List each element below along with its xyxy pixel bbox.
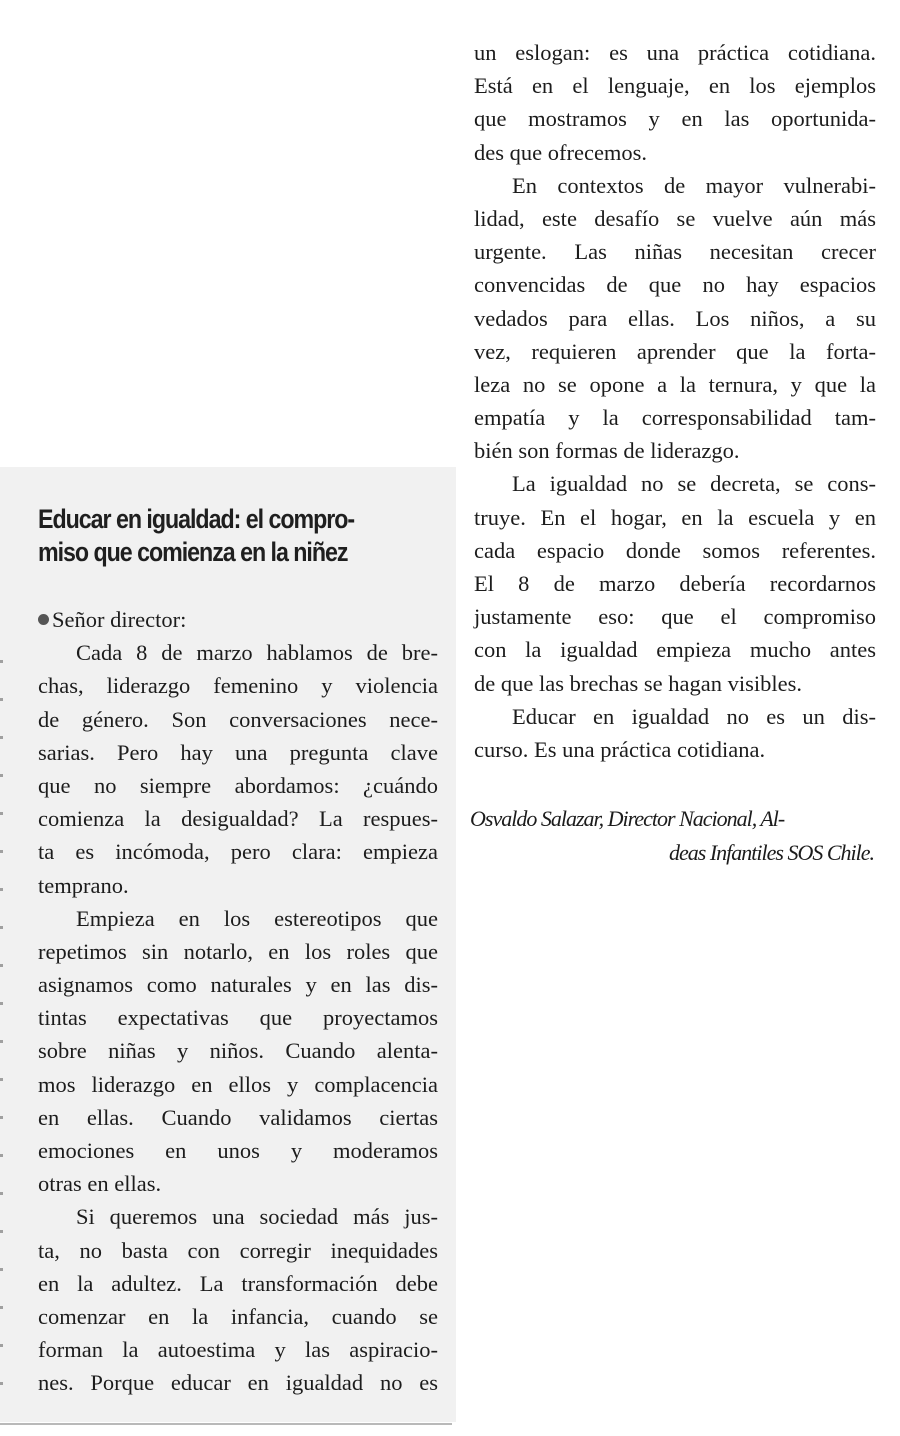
scan-edge-mark (0, 1040, 3, 1043)
text-line: sobre niñas y niños. Cuando alenta- (38, 1038, 438, 1064)
text-line: leza no se opone a la ternura, y que la (474, 371, 876, 397)
text-line: que no siempre abordamos: ¿cuándo (38, 772, 438, 798)
scan-edge-mark (0, 1344, 3, 1347)
signature-line: Osvaldo Salazar, Director Nacional, Al- (470, 806, 785, 831)
text-line: otras en ellas. (38, 1171, 162, 1197)
scan-edge-mark (0, 698, 3, 701)
scan-edge-mark (0, 736, 3, 739)
title-line: miso que comienza en la niñez (38, 537, 348, 567)
text-line: des que ofrecemos. (474, 139, 648, 165)
title-line: Educar en igualdad: el compro- (38, 504, 355, 534)
signature (470, 802, 874, 870)
text-line: Si queremos una sociedad más jus- (76, 1204, 438, 1230)
text-line: de que las brechas se hagan visibles. (474, 670, 803, 696)
text-line: ta es incómoda, pero clara: empieza (38, 839, 438, 865)
text-line: Cada 8 de marzo hablamos de bre- (76, 640, 438, 666)
text-line: urgente. Las niñas necesitan crecer (474, 239, 876, 265)
scan-edge-mark (0, 1268, 3, 1271)
text-line: empatía y la corresponsabilidad tam- (474, 405, 876, 431)
text-line: con la igualdad empieza mucho antes (474, 637, 876, 663)
text-line: forman la autoestima y las aspiracio- (38, 1337, 438, 1363)
text-line: mos liderazgo en ellos y complacencia (38, 1071, 438, 1097)
text-line: Empieza en los estereotipos que (76, 905, 438, 931)
text-line: La igualdad no se decreta, se cons- (512, 471, 876, 497)
text-line: curso. Es una práctica cotidiana. (474, 736, 766, 762)
text-line: ta, no basta con corregir inequidades (38, 1237, 438, 1263)
signature-line: deas Infantiles SOS Chile. (669, 840, 874, 865)
text-line: que mostramos y en las oportunida- (474, 106, 876, 132)
text-line: un eslogan: es una práctica cotidiana. (474, 40, 876, 65)
bottom-rule (0, 1423, 452, 1425)
scan-edge-mark (0, 774, 3, 777)
text-line: emociones en unos y moderamos (38, 1138, 438, 1163)
text-line: nes. Porque educar en igualdad no es (38, 1370, 438, 1396)
text-line: de género. Son conversaciones nece- (38, 706, 438, 732)
text-line: truye. En el hogar, en la escuela y en (474, 504, 876, 530)
text-line: en la adultez. La transformación debe (38, 1270, 438, 1296)
article-title (38, 503, 382, 569)
right-column (474, 36, 876, 766)
text-line: justamente eso: que el compromiso (474, 604, 876, 630)
scan-edge-mark (0, 1078, 3, 1081)
scan-edge-mark (0, 926, 3, 929)
text-line: vez, requieren aprender que la forta- (474, 338, 876, 364)
scan-edge-mark (0, 1116, 3, 1119)
scan-edge-mark (0, 1230, 3, 1233)
text-line: lidad, este desafío se vuelve aún más (474, 205, 876, 231)
text-line: asignamos como naturales y en las dis- (38, 972, 438, 998)
scan-edge-mark (0, 888, 3, 891)
scan-edge-mark (0, 812, 3, 815)
bullet-icon (38, 614, 49, 625)
scan-edge-mark (0, 850, 3, 853)
text-line: convencidas de que no hay espacios (474, 272, 876, 298)
text-line: comienza la desigualdad? La respues- (38, 806, 438, 832)
text-line: Está en el lenguaje, en los ejemplos (474, 73, 876, 99)
left-column (38, 603, 438, 1400)
scan-edge-mark (0, 660, 3, 663)
text-line: sarias. Pero hay una pregunta clave (38, 739, 438, 765)
scan-edge-mark (0, 1382, 3, 1385)
text-line: vedados para ellas. Los niños, a su (474, 305, 876, 331)
text-line: El 8 de marzo debería recordarnos (474, 571, 876, 596)
text-line: comenzar en la infancia, cuando se (38, 1303, 438, 1329)
scan-edge-mark (0, 1306, 3, 1309)
salutation (38, 603, 438, 636)
text-line: En contextos de mayor vulnerabi- (512, 172, 876, 198)
text-line: cada espacio donde somos referentes. (474, 537, 876, 563)
text-line: en ellas. Cuando validamos ciertas (38, 1104, 438, 1130)
text-line: bién son formas de liderazgo. (474, 438, 740, 464)
text-line: temprano. (38, 872, 129, 898)
scan-edge-mark (0, 1002, 3, 1005)
text-line: repetimos sin notarlo, en los roles que (38, 938, 438, 964)
salutation-text: Señor director: (52, 607, 187, 632)
text-line: Educar en igualdad no es un dis- (512, 703, 876, 729)
scan-edge-mark (0, 1154, 3, 1157)
scan-edge-mark (0, 1192, 3, 1195)
text-line: chas, liderazgo femenino y violencia (38, 673, 438, 699)
scan-edge-mark (0, 964, 3, 967)
text-line: tintas expectativas que proyectamos (38, 1005, 438, 1031)
